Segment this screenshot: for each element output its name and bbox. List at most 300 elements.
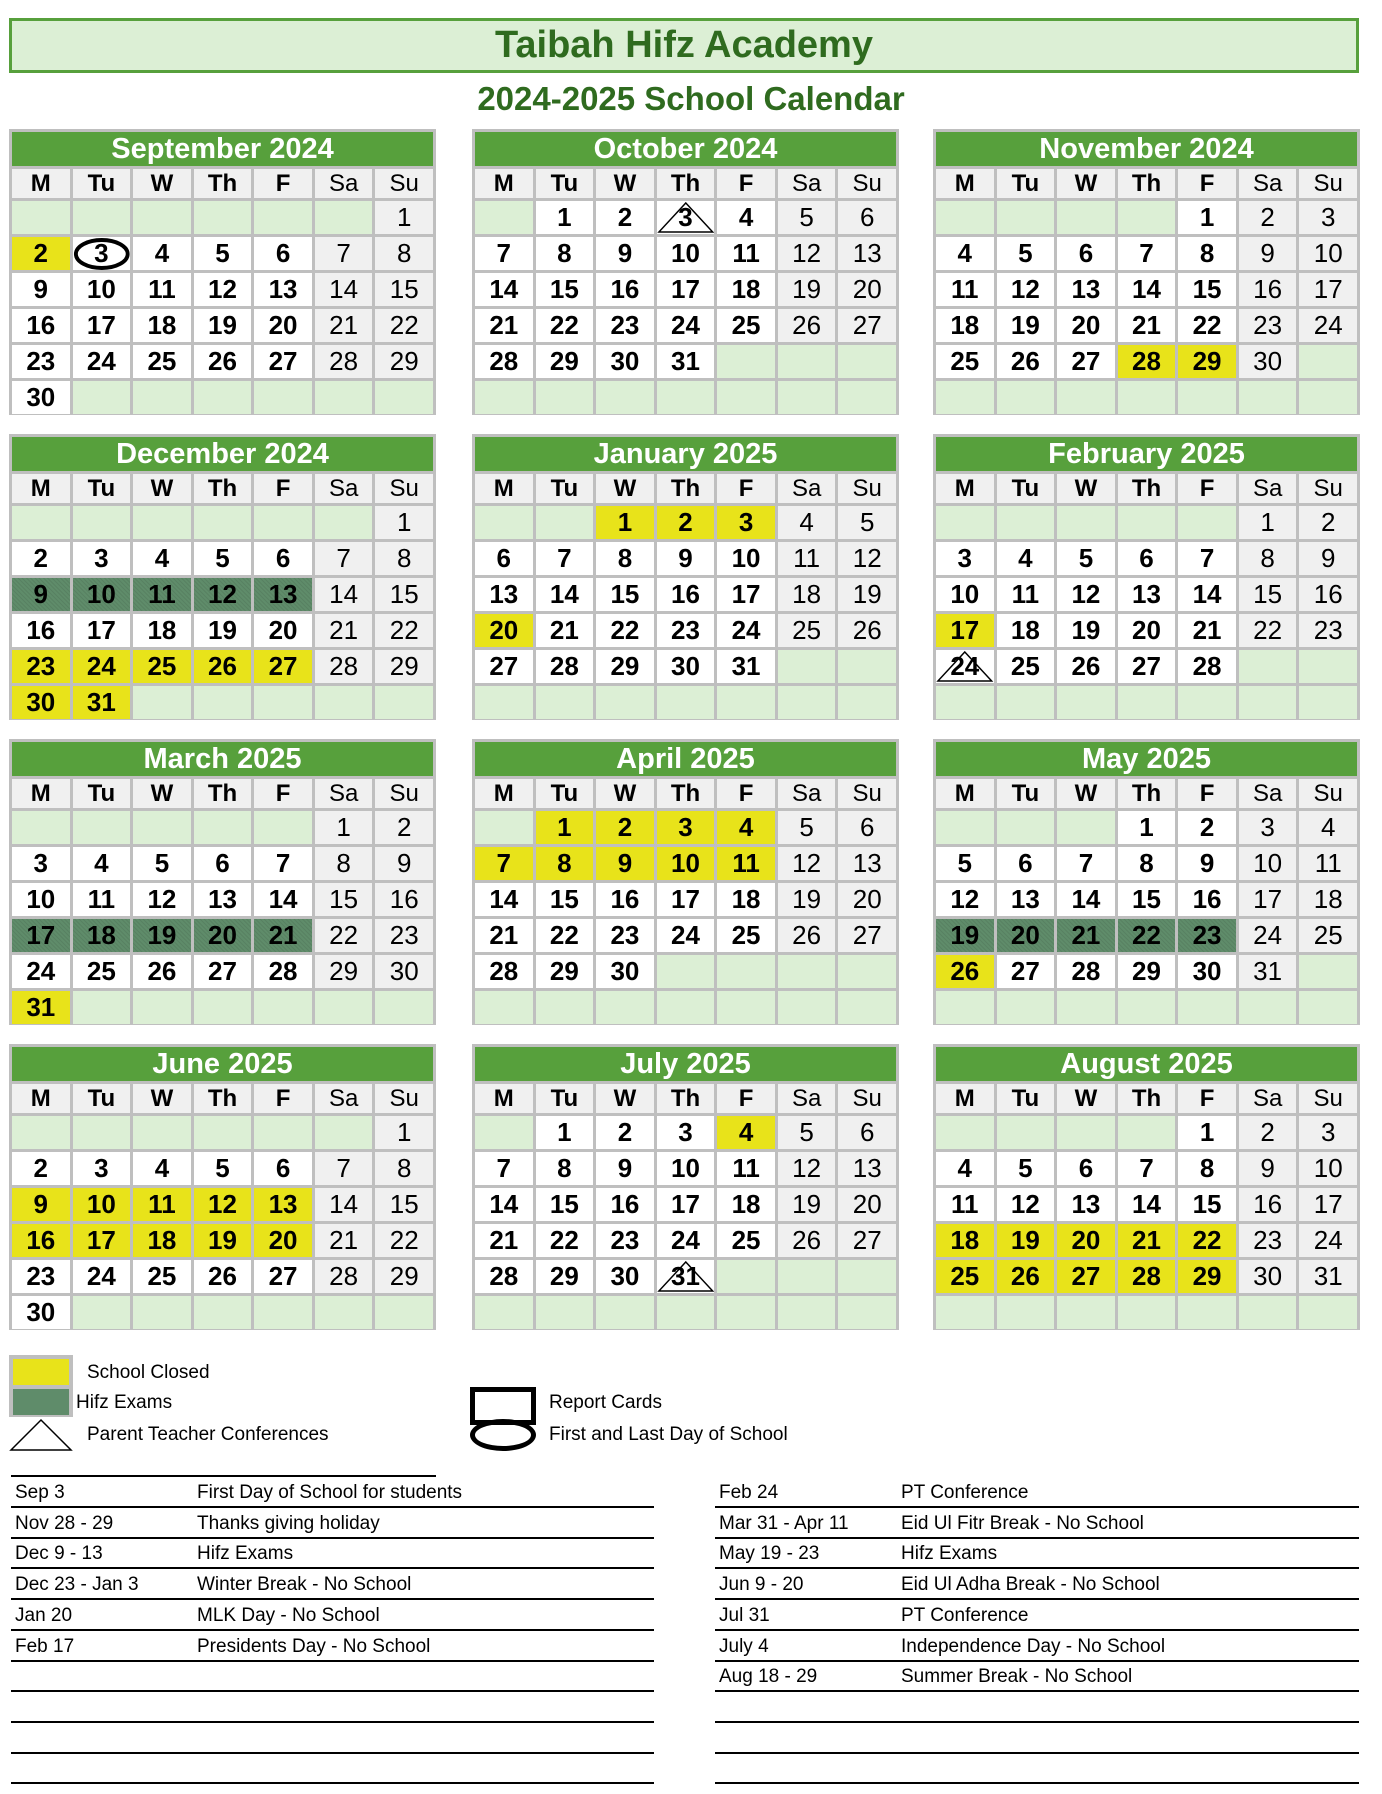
day-cell xyxy=(997,1260,1055,1293)
day-number: 19 xyxy=(147,920,177,950)
day-number: 15 xyxy=(549,274,579,304)
day-cell xyxy=(536,883,594,916)
event-description: Summer Break - No School xyxy=(901,1666,1133,1688)
day-cell xyxy=(1239,273,1297,306)
day-cell xyxy=(536,542,594,575)
empty-cell xyxy=(936,1116,994,1149)
day-cell xyxy=(133,847,191,880)
day-cell xyxy=(657,309,715,342)
day-number: 16 xyxy=(610,274,640,304)
day-number: 2 xyxy=(617,202,633,232)
day-number: 2 xyxy=(33,238,49,268)
day-number: 8 xyxy=(1199,238,1215,268)
day-number: 10 xyxy=(1313,1153,1343,1183)
weekday-header: Su xyxy=(1299,474,1357,503)
day-cell xyxy=(778,309,836,342)
day-number: 6 xyxy=(1018,848,1033,878)
exam-swatch xyxy=(13,1389,69,1415)
empty-cell xyxy=(838,686,896,719)
day-cell xyxy=(12,542,70,575)
weekday-header: Sa xyxy=(315,474,373,503)
day-cell xyxy=(1178,1260,1236,1293)
weekday-header: W xyxy=(596,1084,654,1113)
day-cell xyxy=(254,345,312,378)
day-cell xyxy=(475,273,533,306)
empty-cell xyxy=(1299,381,1357,414)
day-cell xyxy=(838,614,896,647)
day-number: 1 xyxy=(336,812,351,842)
day-number: 19 xyxy=(208,1225,237,1255)
empty-cell xyxy=(997,381,1055,414)
day-cell xyxy=(717,1152,775,1185)
day-cell xyxy=(194,847,252,880)
empty-cell xyxy=(133,991,191,1024)
day-number: 14 xyxy=(329,1189,359,1219)
month-title: April 2025 xyxy=(475,742,896,776)
day-cell xyxy=(1178,650,1236,683)
weekday-header: Su xyxy=(838,474,896,503)
weekday-header: Tu xyxy=(997,1084,1055,1113)
day-cell xyxy=(375,614,433,647)
day-number: 14 xyxy=(1132,1189,1161,1219)
day-cell xyxy=(657,847,715,880)
day-number: 5 xyxy=(957,848,973,878)
empty-cell xyxy=(778,1260,836,1293)
day-cell xyxy=(1239,847,1297,880)
day-cell xyxy=(717,542,775,575)
empty-cell xyxy=(73,1116,131,1149)
day-number: 24 xyxy=(1313,310,1343,340)
weekday-header: M xyxy=(475,779,533,808)
day-cell xyxy=(1178,919,1236,952)
weekday-header: F xyxy=(717,474,775,503)
day-number: 4 xyxy=(957,238,973,268)
day-cell xyxy=(475,237,533,270)
day-number: 2 xyxy=(396,812,412,842)
event-date: Jun 9 - 20 xyxy=(719,1574,804,1596)
day-cell xyxy=(315,650,373,683)
day-number: 15 xyxy=(1192,1189,1222,1219)
day-cell xyxy=(717,1188,775,1221)
day-number: 15 xyxy=(549,884,579,914)
day-number: 5 xyxy=(215,1153,230,1183)
day-cell xyxy=(375,883,433,916)
day-cell xyxy=(596,237,654,270)
day-cell xyxy=(475,955,533,988)
day-cell xyxy=(536,919,594,952)
day-cell xyxy=(12,1152,70,1185)
weekday-header: W xyxy=(596,169,654,198)
day-number: 12 xyxy=(208,1189,237,1219)
empty-cell xyxy=(475,686,533,719)
day-number: 15 xyxy=(389,579,419,609)
weekday-header: Th xyxy=(194,779,252,808)
day-cell xyxy=(838,1116,896,1149)
day-cell xyxy=(1057,1260,1115,1293)
day-cell xyxy=(1118,273,1176,306)
empty-cell xyxy=(194,506,252,539)
day-number: 20 xyxy=(208,920,237,950)
day-number: 18 xyxy=(731,884,761,914)
day-cell xyxy=(536,237,594,270)
event-row xyxy=(715,1477,1359,1508)
day-cell xyxy=(536,1260,594,1293)
day-number: 27 xyxy=(1010,956,1040,986)
day-number: 18 xyxy=(147,615,177,645)
empty-cell xyxy=(254,201,312,234)
day-cell xyxy=(838,578,896,611)
empty-cell xyxy=(838,650,896,683)
day-number: 11 xyxy=(148,1189,176,1219)
weekday-header: F xyxy=(717,169,775,198)
day-number: 21 xyxy=(489,310,519,340)
day-number: 7 xyxy=(496,238,512,268)
empty-cell xyxy=(315,1296,373,1329)
weekday-header: M xyxy=(936,779,994,808)
empty-cell xyxy=(1299,686,1357,719)
weekday-header: M xyxy=(12,169,70,198)
day-cell xyxy=(1118,919,1176,952)
empty-cell xyxy=(315,201,373,234)
day-number: 23 xyxy=(1313,615,1343,645)
day-cell xyxy=(1118,1224,1176,1257)
day-number: 13 xyxy=(268,579,298,609)
day-number: 19 xyxy=(1071,615,1101,645)
weekday-header: Sa xyxy=(1239,779,1297,808)
day-number: 12 xyxy=(208,579,237,609)
weekday-header: F xyxy=(1178,779,1236,808)
day-cell xyxy=(997,883,1055,916)
day-number: 24 xyxy=(731,615,761,645)
day-number: 25 xyxy=(731,1225,761,1255)
day-number: 20 xyxy=(268,615,298,645)
event-description: Eid Ul Fitr Break - No School xyxy=(901,1512,1144,1534)
day-number: 12 xyxy=(147,884,177,914)
day-cell xyxy=(536,345,594,378)
day-number: 6 xyxy=(1139,543,1154,573)
day-cell xyxy=(315,614,373,647)
day-cell xyxy=(778,578,836,611)
day-cell xyxy=(315,309,373,342)
day-number: 31 xyxy=(26,992,56,1022)
day-cell xyxy=(778,506,836,539)
day-number: 10 xyxy=(950,579,980,609)
weekday-header: W xyxy=(596,779,654,808)
empty-cell xyxy=(375,991,433,1024)
day-cell xyxy=(1299,883,1357,916)
weekday-header: Su xyxy=(1299,1084,1357,1113)
day-number: 16 xyxy=(26,615,56,645)
day-cell xyxy=(717,650,775,683)
day-number: 28 xyxy=(1132,346,1161,376)
day-number: 3 xyxy=(1320,202,1336,232)
day-number: 28 xyxy=(329,346,359,376)
day-cell xyxy=(194,1152,252,1185)
day-number: 9 xyxy=(617,1153,633,1183)
day-number: 3 xyxy=(1320,1117,1336,1147)
empty-cell xyxy=(596,381,654,414)
day-cell xyxy=(936,237,994,270)
day-cell xyxy=(194,1260,252,1293)
day-number: 12 xyxy=(1071,579,1101,609)
event-description: Hifz Exams xyxy=(197,1543,294,1565)
day-number: 23 xyxy=(610,1225,640,1255)
day-cell xyxy=(475,578,533,611)
day-number: 5 xyxy=(215,543,230,573)
day-number: 30 xyxy=(610,956,640,986)
weekday-header: Sa xyxy=(778,1084,836,1113)
day-number: 16 xyxy=(389,884,419,914)
day-cell xyxy=(596,273,654,306)
day-cell xyxy=(254,883,312,916)
empty-cell xyxy=(997,201,1055,234)
day-cell xyxy=(375,919,433,952)
empty-cell xyxy=(1118,991,1176,1024)
month-november xyxy=(933,129,1360,415)
empty-cell xyxy=(73,381,131,414)
day-cell xyxy=(1118,614,1176,647)
day-number: 4 xyxy=(1018,543,1033,573)
weekday-header: Th xyxy=(657,474,715,503)
day-cell xyxy=(838,1224,896,1257)
day-cell xyxy=(1118,1260,1176,1293)
event-row xyxy=(715,1600,1359,1631)
day-cell xyxy=(73,273,131,306)
day-number: 20 xyxy=(1071,310,1101,340)
day-number: 18 xyxy=(147,310,177,340)
weekday-header: Th xyxy=(657,1084,715,1113)
day-number: 11 xyxy=(1011,579,1040,609)
day-number: 26 xyxy=(792,920,822,950)
empty-cell xyxy=(194,991,252,1024)
empty-cell xyxy=(73,201,131,234)
day-number: 27 xyxy=(268,651,298,681)
day-number: 13 xyxy=(1071,274,1101,304)
day-cell xyxy=(778,883,836,916)
day-number: 3 xyxy=(738,507,754,537)
day-cell xyxy=(536,811,594,844)
day-cell xyxy=(717,1116,775,1149)
event-date: Jan 20 xyxy=(15,1604,73,1626)
day-number: 24 xyxy=(1313,1225,1343,1255)
day-number: 21 xyxy=(329,1225,359,1255)
day-cell xyxy=(657,201,715,234)
day-number: 15 xyxy=(389,1189,419,1219)
day-cell xyxy=(536,201,594,234)
day-cell xyxy=(717,883,775,916)
day-number: 7 xyxy=(496,848,512,878)
day-number: 6 xyxy=(859,1117,875,1147)
day-number: 4 xyxy=(1320,812,1336,842)
day-cell xyxy=(596,919,654,952)
day-number: 1 xyxy=(396,507,412,537)
day-cell xyxy=(1178,309,1236,342)
day-number: 8 xyxy=(396,1153,412,1183)
empty-cell xyxy=(717,991,775,1024)
day-number: 6 xyxy=(215,848,230,878)
day-number: 15 xyxy=(610,579,640,609)
day-cell xyxy=(596,614,654,647)
day-number: 26 xyxy=(1071,651,1101,681)
day-number: 23 xyxy=(610,310,640,340)
day-number: 10 xyxy=(86,1189,116,1219)
day-number: 21 xyxy=(549,615,579,645)
empty-cell xyxy=(936,201,994,234)
empty-cell xyxy=(936,506,994,539)
day-cell xyxy=(375,1260,433,1293)
day-number: 7 xyxy=(275,848,291,878)
day-cell xyxy=(254,955,312,988)
day-cell xyxy=(194,650,252,683)
weekday-header: F xyxy=(717,1084,775,1113)
day-cell xyxy=(717,309,775,342)
event-date: Dec 23 - Jan 3 xyxy=(15,1574,139,1596)
day-number: 10 xyxy=(671,848,700,878)
day-cell xyxy=(596,506,654,539)
empty-cell xyxy=(1299,650,1357,683)
day-cell xyxy=(838,883,896,916)
day-cell xyxy=(1178,542,1236,575)
day-cell xyxy=(1178,1116,1236,1149)
day-number: 17 xyxy=(1313,274,1343,304)
day-cell xyxy=(596,345,654,378)
day-number: 25 xyxy=(792,615,822,645)
day-number: 3 xyxy=(678,812,693,842)
empty-cell xyxy=(475,201,533,234)
empty-cell xyxy=(778,650,836,683)
day-cell xyxy=(1178,1188,1236,1221)
weekday-header: Tu xyxy=(73,779,131,808)
weekday-header: F xyxy=(1178,1084,1236,1113)
day-cell xyxy=(1299,919,1357,952)
day-number: 25 xyxy=(86,956,116,986)
day-cell xyxy=(596,1116,654,1149)
weekday-header: Sa xyxy=(778,779,836,808)
day-cell xyxy=(1178,614,1236,647)
day-cell xyxy=(1239,309,1297,342)
day-cell xyxy=(73,919,131,952)
event-row xyxy=(11,1631,654,1662)
day-cell xyxy=(194,542,252,575)
day-number: 29 xyxy=(389,1261,419,1291)
day-number: 18 xyxy=(950,1225,980,1255)
day-number: 13 xyxy=(268,1189,298,1219)
day-number: 17 xyxy=(671,1189,700,1219)
day-cell xyxy=(194,614,252,647)
day-cell xyxy=(838,237,896,270)
day-number: 11 xyxy=(732,238,760,268)
triangle-icon xyxy=(9,1418,73,1452)
day-number: 27 xyxy=(1071,1261,1101,1291)
day-number: 3 xyxy=(957,543,973,573)
day-cell xyxy=(1057,1152,1115,1185)
day-number: 23 xyxy=(1253,1225,1283,1255)
empty-cell xyxy=(838,345,896,378)
day-cell xyxy=(1239,1260,1297,1293)
day-number: 21 xyxy=(268,920,298,950)
day-cell xyxy=(1057,578,1115,611)
day-number: 18 xyxy=(147,1225,177,1255)
day-cell xyxy=(1299,578,1357,611)
day-cell xyxy=(657,345,715,378)
day-number: 25 xyxy=(731,920,761,950)
event-row xyxy=(715,1508,1359,1539)
empty-cell xyxy=(717,1296,775,1329)
day-cell xyxy=(73,1224,131,1257)
empty-cell xyxy=(1118,686,1176,719)
weekday-header: Sa xyxy=(1239,474,1297,503)
day-cell xyxy=(717,1224,775,1257)
day-cell xyxy=(12,1224,70,1257)
day-cell xyxy=(73,542,131,575)
day-cell xyxy=(254,1260,312,1293)
empty-cell xyxy=(536,381,594,414)
day-number: 19 xyxy=(208,310,237,340)
day-cell xyxy=(536,578,594,611)
day-cell xyxy=(12,1260,70,1293)
day-number: 16 xyxy=(1192,884,1222,914)
day-number: 10 xyxy=(671,1153,700,1183)
day-cell xyxy=(657,1152,715,1185)
day-number: 30 xyxy=(610,1261,640,1291)
day-number: 8 xyxy=(617,543,633,573)
day-number: 2 xyxy=(678,507,693,537)
day-number: 20 xyxy=(1010,920,1040,950)
day-cell xyxy=(133,237,191,270)
event-description: PT Conference xyxy=(901,1482,1029,1503)
day-number: 8 xyxy=(396,543,412,573)
oval-icon xyxy=(470,1419,536,1451)
event-date: Aug 18 - 29 xyxy=(719,1666,818,1688)
day-number: 24 xyxy=(86,1261,116,1291)
weekday-header: Sa xyxy=(778,474,836,503)
empty-cell xyxy=(657,1296,715,1329)
day-number: 2 xyxy=(617,1117,633,1147)
day-number: 24 xyxy=(671,310,700,340)
day-cell xyxy=(536,614,594,647)
day-cell xyxy=(1239,811,1297,844)
day-number: 3 xyxy=(678,202,693,232)
day-number: 1 xyxy=(557,1117,572,1147)
day-number: 1 xyxy=(1199,202,1215,232)
day-number: 16 xyxy=(26,1225,56,1255)
day-cell xyxy=(657,650,715,683)
day-cell xyxy=(1118,542,1176,575)
day-cell xyxy=(315,811,373,844)
day-cell xyxy=(778,201,836,234)
empty-cell xyxy=(1239,1296,1297,1329)
weekday-header: Su xyxy=(375,169,433,198)
day-number: 16 xyxy=(671,579,700,609)
day-number: 25 xyxy=(731,310,761,340)
day-number: 26 xyxy=(950,956,980,986)
event-description: Winter Break - No School xyxy=(197,1574,412,1596)
day-cell xyxy=(254,1224,312,1257)
month-april xyxy=(472,739,899,1025)
day-number: 25 xyxy=(147,346,177,376)
day-number: 5 xyxy=(1018,238,1033,268)
day-cell xyxy=(133,919,191,952)
day-cell xyxy=(1178,847,1236,880)
day-cell xyxy=(254,309,312,342)
day-cell xyxy=(1178,883,1236,916)
empty-cell xyxy=(657,686,715,719)
day-number: 24 xyxy=(671,920,700,950)
day-number: 11 xyxy=(732,1153,760,1183)
day-number: 31 xyxy=(731,651,761,681)
day-number: 8 xyxy=(557,238,572,268)
month-december xyxy=(9,434,436,720)
